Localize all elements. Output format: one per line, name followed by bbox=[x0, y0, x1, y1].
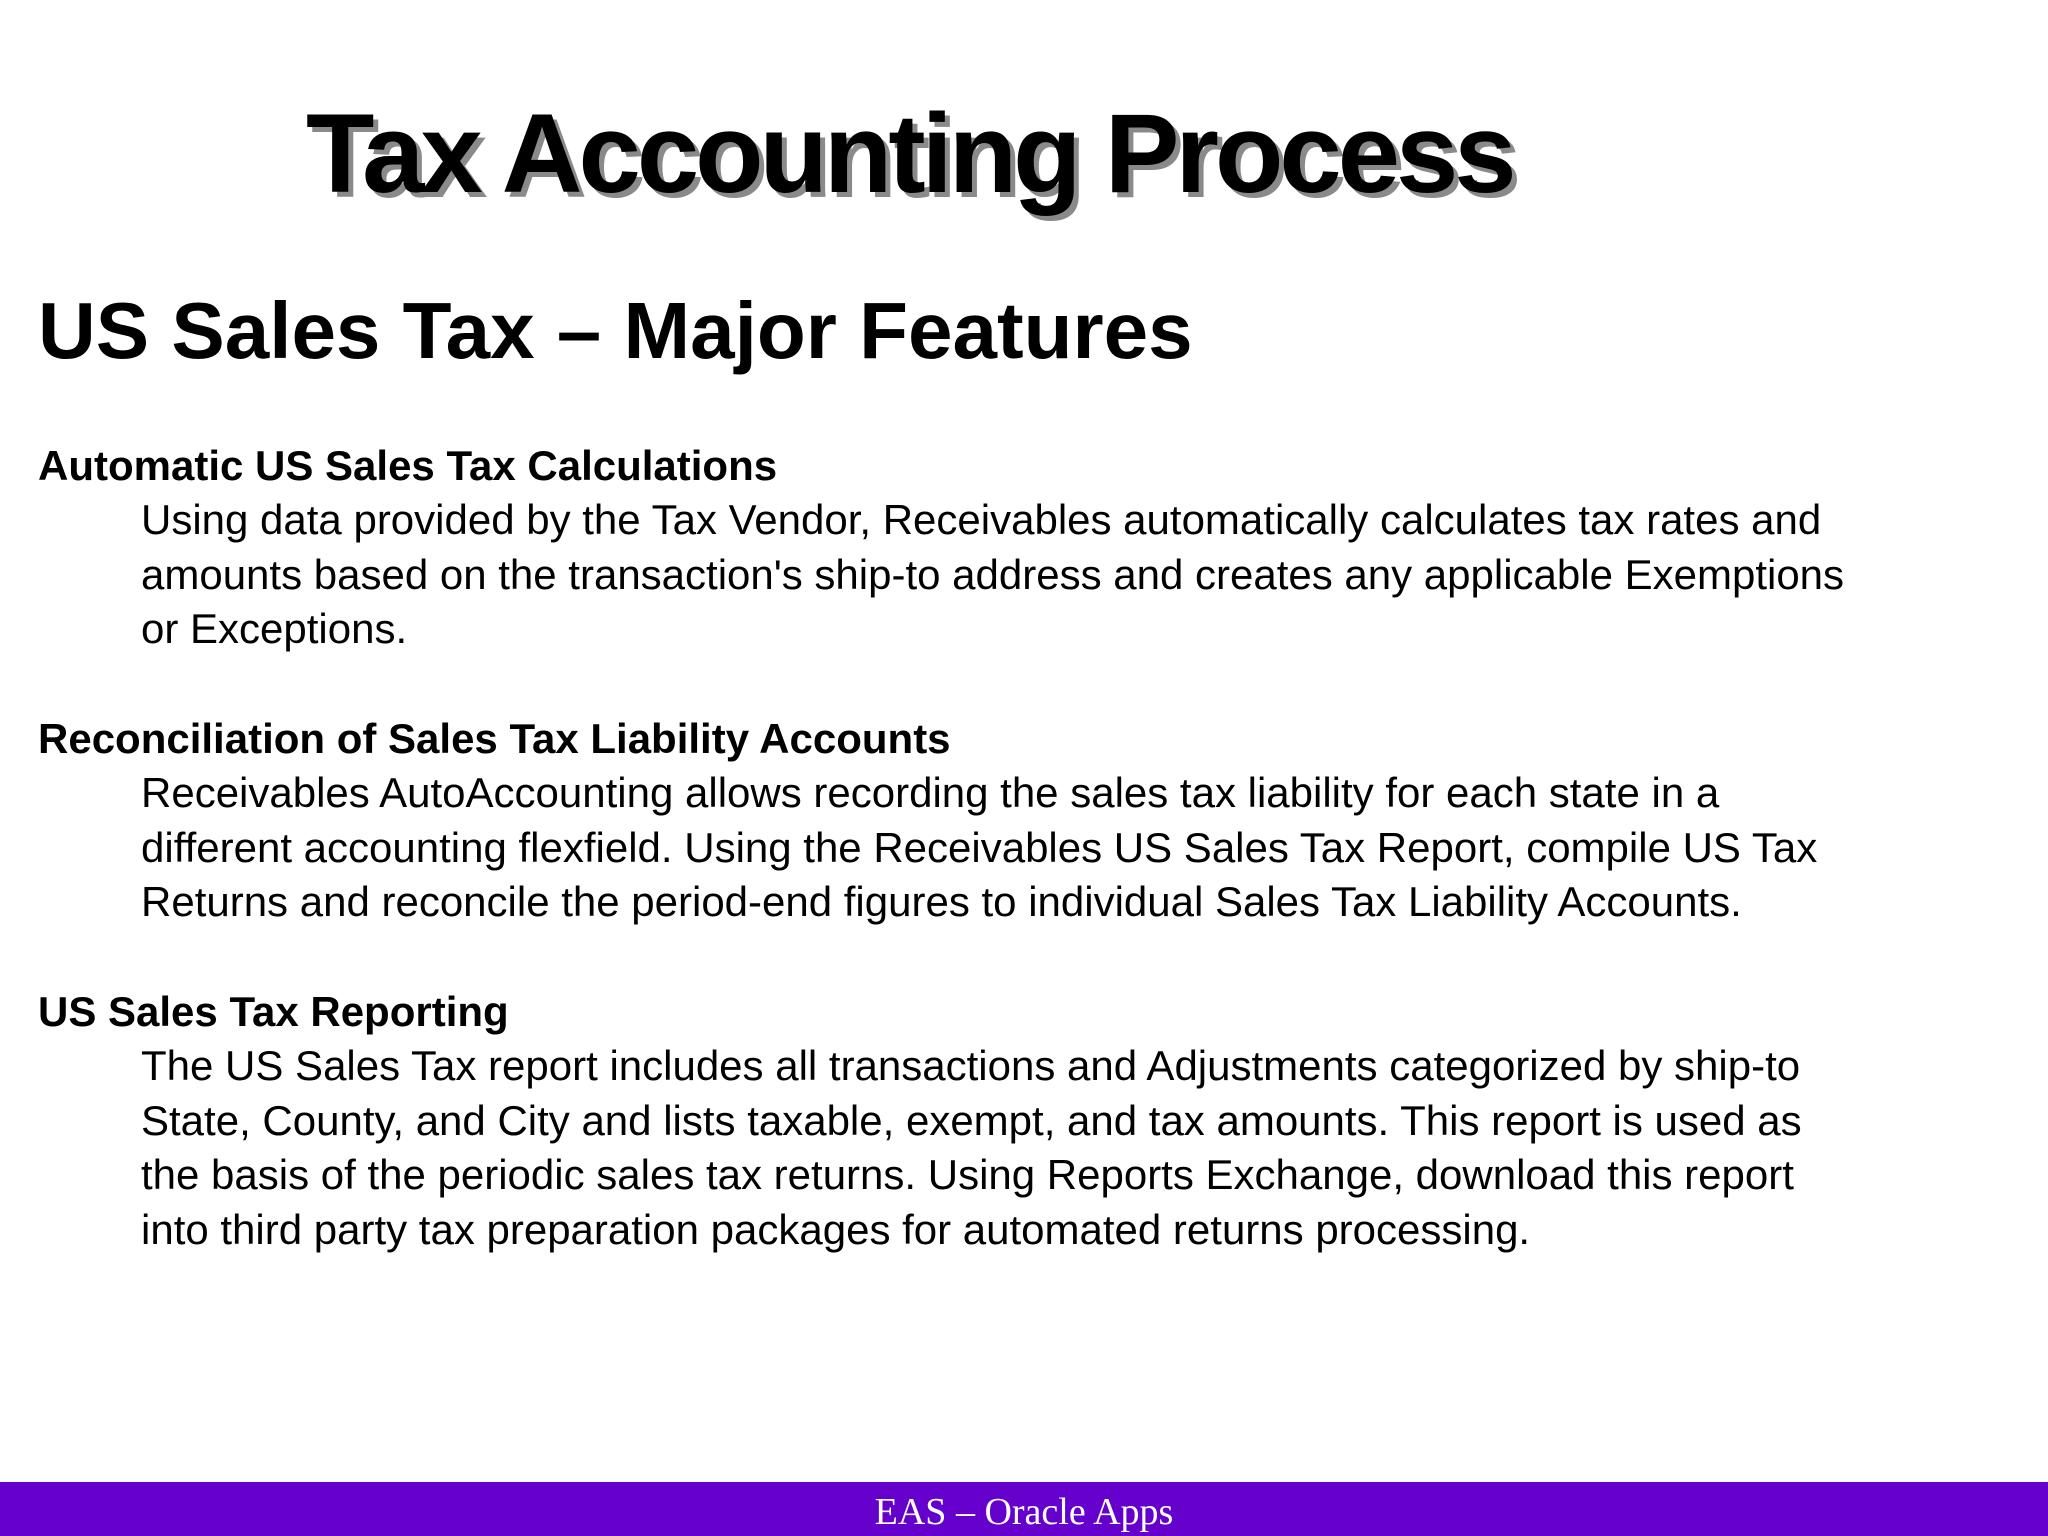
body-line: different accounting flexfield. Using the Receivables US Sales Tax Report, compile US Tax bbox=[141, 823, 1818, 871]
section-body bbox=[141, 1039, 2028, 1257]
feature-section-reconciliation bbox=[38, 712, 2028, 930]
slide-title: Tax Accounting Process bbox=[306, 91, 1513, 216]
body-line: amounts based on the transaction's ship-to address and creates any applicable Exemptions bbox=[141, 550, 1845, 598]
section-heading: US Sales Tax Reporting bbox=[38, 988, 509, 1035]
section-body bbox=[141, 493, 2028, 657]
slide-subtitle: US Sales Tax – Major Features bbox=[38, 286, 1193, 375]
section-body bbox=[141, 766, 2028, 930]
body-line: The US Sales Tax report includes all transactions and Adjustments categorized by ship-to bbox=[141, 1042, 1801, 1089]
feature-section-sales-tax-calculations bbox=[38, 439, 2028, 657]
section-heading: Reconciliation of Sales Tax Liability Accounts bbox=[38, 715, 951, 762]
body-line: into third party tax preparation packages for automated returns processing. bbox=[141, 1205, 1531, 1253]
footer-text: EAS – Oracle Apps bbox=[874, 1491, 1174, 1533]
footer-bar bbox=[0, 1482, 2048, 1536]
body-line: the basis of the periodic sales tax returns. Using Reports Exchange, download this report bbox=[141, 1151, 1794, 1198]
body-line: Using data provided by the Tax Vendor, Receivables automatically calculates tax rates and bbox=[141, 496, 1822, 543]
body-line: Receivables AutoAccounting allows recording the sales tax liability for each state in a bbox=[141, 769, 1720, 816]
body-line: or Exceptions. bbox=[141, 605, 408, 652]
body-line: Returns and reconcile the period-end figures to individual Sales Tax Liability Accounts. bbox=[141, 878, 1742, 925]
section-heading: Automatic US Sales Tax Calculations bbox=[38, 442, 778, 489]
body-line: State, County, and City and lists taxable, exempt, and tax amounts. This report is used as bbox=[141, 1096, 1802, 1144]
feature-section-sales-tax-reporting bbox=[38, 985, 2028, 1257]
